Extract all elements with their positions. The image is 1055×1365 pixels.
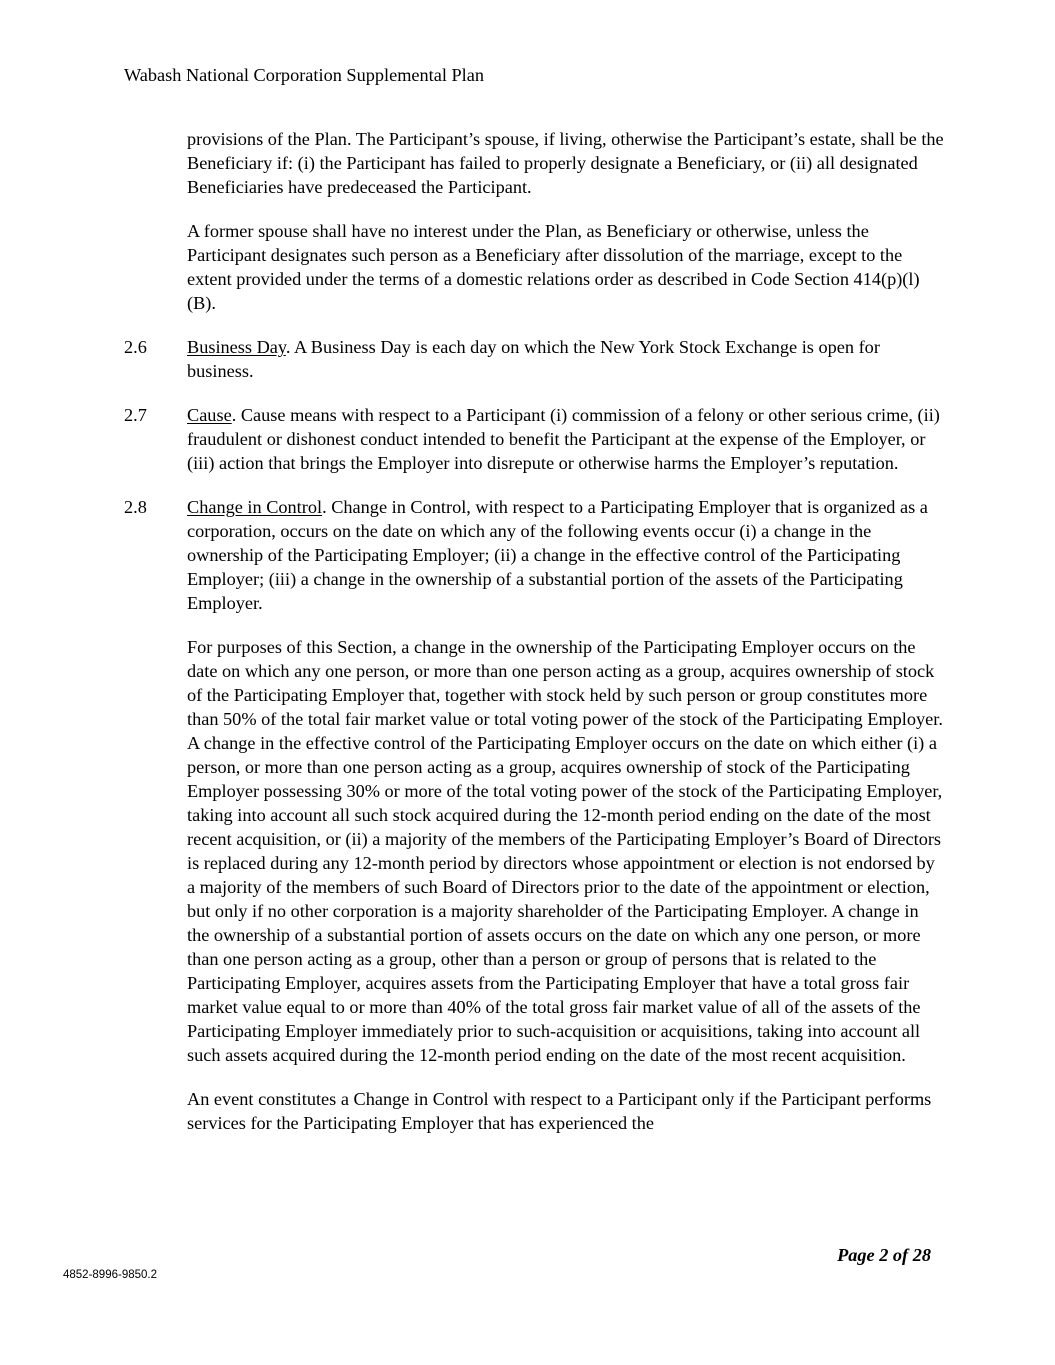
paragraph-beneficiary-spouse: provisions of the Plan. The Participant’s spouse, if living, otherwise the Participant’s estate, shall be the Beneficiary if: (i) the Participant has failed to properly designate a Beneficiary, or (ii) all designated Beneficiaries have predeceased the Participant. — [187, 129, 944, 197]
section-body — [187, 403, 944, 475]
section-number: 2.7 — [124, 405, 147, 425]
section-body — [187, 495, 944, 615]
definition-text: . A Business Day is each day on which the New York Stock Exchange is open for business. — [187, 337, 880, 381]
paragraph-change-in-control-event: An event constitutes a Change in Control with respect to a Participant only if the Participant performs services for the Participating Employer that has experienced the — [187, 1089, 932, 1133]
section-body — [187, 335, 944, 383]
section-number: 2.6 — [124, 337, 147, 357]
defined-term: Business Day — [187, 337, 286, 357]
document-body — [124, 127, 944, 1155]
paragraph-change-in-control-purposes: For purposes of this Section, a change in the ownership of the Participating Employer occurs on the date on which any one person, or more than one person acting as a group, acquires ownership of stock of the Participating Employer that, together with stock held by such person or group constitutes more than 50% of the total fair market value or total voting power of the stock of the Participating Employer. A change in the effective control of the Participating Employer occurs on the date on which either (i) a person, or more than one person acting as a group, acquires ownership of stock of the Participating Employer possessing 30% or more of the total voting power of the stock of the Participating Employer, taking into account all such stock acquired during the 12-month period ending on the date of the most recent acquisition, or (ii) a majority of the members of the Participating Employer’s Board of Directors is replaced during any 12-month period by directors whose appointment or election is not endorsed by a majority of the members of such Board of Directors prior to the date of the appointment or election, but only if no other corporation is a majority shareholder of the Participating Employer. A change in the ownership of a substantial portion of assets occurs on the date on which any one person, or more than one person acting as a group, other than a person or group of persons that is related to the Participating Employer, acquires assets from the Participating Employer that have a total gross fair market value equal to or more than 40% of the total gross fair market value of all of the assets of the Participating Employer immediately prior to such-acquisition or acquisitions, taking into account all such assets acquired during the 12-month period ending on the date of the most recent acquisition. — [187, 637, 943, 1065]
section-2-8 — [124, 495, 944, 615]
section-2-6 — [124, 335, 944, 383]
section-2-7 — [124, 403, 944, 475]
running-header: Wabash National Corporation Supplemental Plan — [124, 65, 485, 85]
paragraph-former-spouse: A former spouse shall have no interest under the Plan, as Beneficiary or otherwise, unless the Participant designates such person as a Beneficiary after dissolution of the marriage, except to the extent provided under the terms of a domestic relations order as described in Code Section 414(p)(l)(B). — [187, 221, 920, 313]
defined-term: Change in Control — [187, 497, 323, 517]
definition-text: . Change in Control, with respect to a Participating Employer that is organized as a corporation, occurs on the date on which any of the following events occur (i) a change in the ownership of the Participating Employer; (ii) a change in the effective control of the Participating Employer; (iii) a change in the ownership of a substantial portion of the assets of the Participating Employer. — [187, 497, 928, 613]
definition-text: . Cause means with respect to a Participant (i) commission of a felony or other serious crime, (ii) fraudulent or dishonest conduct intended to benefit the Participant at the expense of the Employer, or (iii) action that brings the Employer into disrepute or otherwise harms the Employer’s reputation. — [187, 405, 940, 473]
page-number: Page 2 of 28 — [837, 1245, 931, 1265]
document-id: 4852-8996-9850.2 — [63, 1269, 157, 1281]
defined-term: Cause — [187, 405, 232, 425]
section-number: 2.8 — [124, 497, 147, 517]
